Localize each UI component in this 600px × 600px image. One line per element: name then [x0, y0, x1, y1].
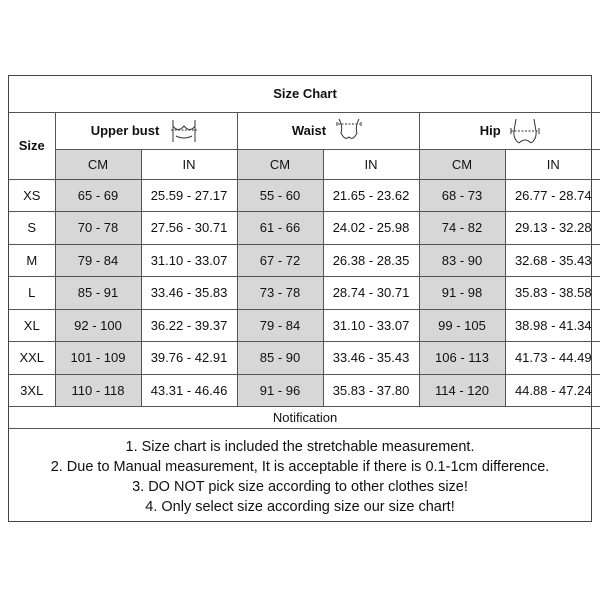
- table-cell: 85 - 91: [55, 277, 141, 310]
- upper-bust-label: Upper bust: [90, 123, 160, 138]
- table-cell: 39.76 - 42.91: [141, 342, 237, 375]
- note-line: 1. Size chart is included the stretchable measurement.: [125, 439, 475, 455]
- chart-title: Size Chart: [9, 76, 600, 112]
- table-cell: 33.46 - 35.83: [141, 277, 237, 310]
- hip-label: Hip: [479, 123, 501, 138]
- table-cell: 36.22 - 39.37: [141, 309, 237, 342]
- size-label: XS: [9, 179, 55, 212]
- table-cell: 25.59 - 27.17: [141, 179, 237, 212]
- size-label: 3XL: [9, 374, 55, 407]
- waist-label: Waist: [291, 123, 327, 138]
- waist-header: [237, 112, 419, 149]
- table-cell: 61 - 66: [237, 212, 323, 245]
- table-cell: 29.13 - 32.28: [505, 212, 600, 245]
- table-row: [9, 309, 600, 342]
- unit-header: CM: [55, 149, 141, 179]
- table-cell: 74 - 82: [419, 212, 505, 245]
- table-row: [9, 374, 600, 407]
- note-line: 3. DO NOT pick size according to other clothes size!: [132, 479, 468, 495]
- unit-header: CM: [237, 149, 323, 179]
- table-row: [9, 212, 600, 245]
- table-cell: 91 - 96: [237, 374, 323, 407]
- notification-title: Notification: [9, 407, 600, 429]
- table-cell: 99 - 105: [419, 309, 505, 342]
- table-cell: 83 - 90: [419, 244, 505, 277]
- waist-measure-icon: [334, 117, 364, 145]
- table-cell: 21.65 - 23.62: [323, 179, 419, 212]
- table-cell: 73 - 78: [237, 277, 323, 310]
- unit-header: CM: [419, 149, 505, 179]
- size-header: Size: [9, 112, 55, 179]
- table-cell: 28.74 - 30.71: [323, 277, 419, 310]
- table-cell: 92 - 100: [55, 309, 141, 342]
- table-row: [9, 244, 600, 277]
- table-cell: 70 - 78: [55, 212, 141, 245]
- size-chart-sheet: [8, 75, 592, 522]
- table-cell: 38.98 - 41.34: [505, 309, 600, 342]
- size-label: M: [9, 244, 55, 277]
- unit-header: IN: [505, 149, 600, 179]
- unit-header: IN: [323, 149, 419, 179]
- table-cell: 55 - 60: [237, 179, 323, 212]
- size-label: L: [9, 277, 55, 310]
- bust-measure-icon: [167, 118, 201, 144]
- table-cell: 43.31 - 46.46: [141, 374, 237, 407]
- table-row: [9, 179, 600, 212]
- table-cell: 79 - 84: [237, 309, 323, 342]
- table-cell: 35.83 - 38.58: [505, 277, 600, 310]
- table-cell: 91 - 98: [419, 277, 505, 310]
- table-cell: 26.38 - 28.35: [323, 244, 419, 277]
- size-label: XL: [9, 309, 55, 342]
- size-label: S: [9, 212, 55, 245]
- table-cell: 68 - 73: [419, 179, 505, 212]
- table-cell: 31.10 - 33.07: [323, 309, 419, 342]
- table-cell: 65 - 69: [55, 179, 141, 212]
- hip-measure-icon: [509, 117, 541, 145]
- table-cell: 41.73 - 44.49: [505, 342, 600, 375]
- table-row: [9, 277, 600, 310]
- size-chart-table: [9, 76, 600, 429]
- table-cell: 27.56 - 30.71: [141, 212, 237, 245]
- table-cell: 85 - 90: [237, 342, 323, 375]
- table-cell: 26.77 - 28.74: [505, 179, 600, 212]
- size-label: XXL: [9, 342, 55, 375]
- table-cell: 67 - 72: [237, 244, 323, 277]
- table-cell: 110 - 118: [55, 374, 141, 407]
- table-cell: 79 - 84: [55, 244, 141, 277]
- table-cell: 44.88 - 47.24: [505, 374, 600, 407]
- table-row: [9, 342, 600, 375]
- note-line: 4. Only select size according size our size chart!: [145, 499, 455, 515]
- table-cell: 32.68 - 35.43: [505, 244, 600, 277]
- table-cell: 24.02 - 25.98: [323, 212, 419, 245]
- note-line: 2. Due to Manual measurement, It is acceptable if there is 0.1-1cm difference.: [50, 459, 550, 475]
- hip-header: [419, 112, 600, 149]
- table-cell: 33.46 - 35.43: [323, 342, 419, 375]
- table-cell: 114 - 120: [419, 374, 505, 407]
- table-cell: 31.10 - 33.07: [141, 244, 237, 277]
- unit-header: IN: [141, 149, 237, 179]
- table-cell: 35.83 - 37.80: [323, 374, 419, 407]
- upper-bust-header: [55, 112, 237, 149]
- table-cell: 101 - 109: [55, 342, 141, 375]
- table-cell: 106 - 113: [419, 342, 505, 375]
- notification-notes: [9, 430, 591, 517]
